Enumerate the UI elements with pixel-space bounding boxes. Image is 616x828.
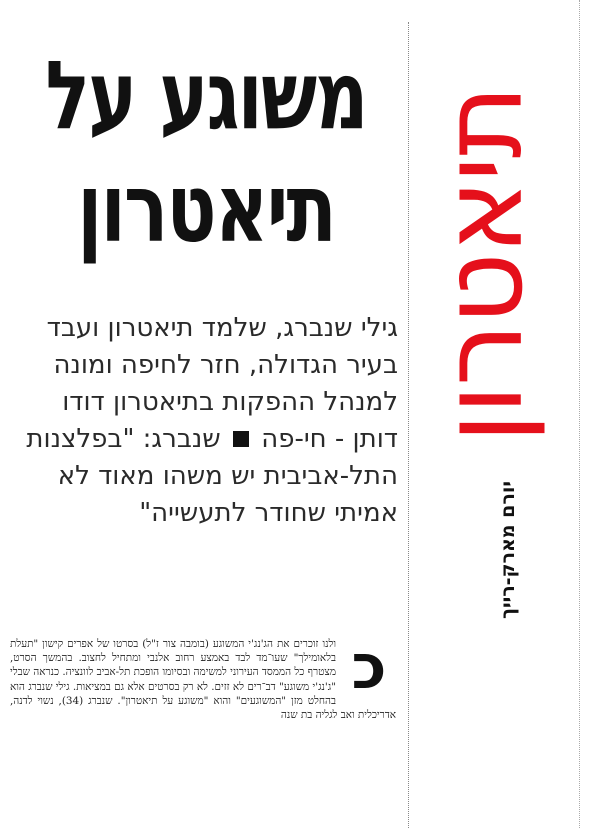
byline-vertical [488, 470, 528, 630]
drop-cap: כ [351, 630, 387, 703]
headline [6, 40, 406, 265]
headline-line-1: משוגע על [45, 41, 367, 152]
byline-text: יורם מארק-רייך [497, 481, 519, 619]
column-divider [408, 22, 409, 828]
section-title-text: תיאטרון [418, 86, 548, 444]
edge-dotted-rule [579, 0, 580, 828]
deck-part-2: שנברג: "בפלצנות התל-אביבית יש משהו מאוד לא אמיתי שחודר לתעשייה" [26, 424, 398, 528]
article-paragraph: ולנו זוכרים את הג'נג'י המשוגע (בומבה צור ז"ל) בסרטו של אפרים קישון "תעלת בלאומילך" שעו־מד לבד באמצע רחוב אלנבי ומתחיל לחצוב. בהמשך הסרט, מצטרף כל הממסד העירוני למשימה ובסיומו הופכת תל-אביב לוונציה. כנראה שבלי "ג'נג'י משוגע" דב־רים לא זזים. לא רק בסרטים אלא גם במציאות. גילי שנברג הוא בהחלט מזן "המשוגעים" והוא "משוגע על תיאטרון". שנברג (34), נשוי לדנה, אדריכלית ואב לגליה בת שנה [10, 638, 396, 722]
article-body [10, 630, 396, 722]
subheadline-deck [20, 310, 398, 532]
square-bullet-icon [233, 431, 249, 447]
deck-part-1: גילי שנברג, שלמד תיאטרון ועבד בעיר הגדולה, חזר לחיפה ומונה למנהל ההפקות בתיאטרון דודו דותן - חי-פה [46, 313, 398, 454]
section-title-vertical [418, 60, 548, 470]
headline-line-2: תיאטרון [77, 153, 335, 264]
